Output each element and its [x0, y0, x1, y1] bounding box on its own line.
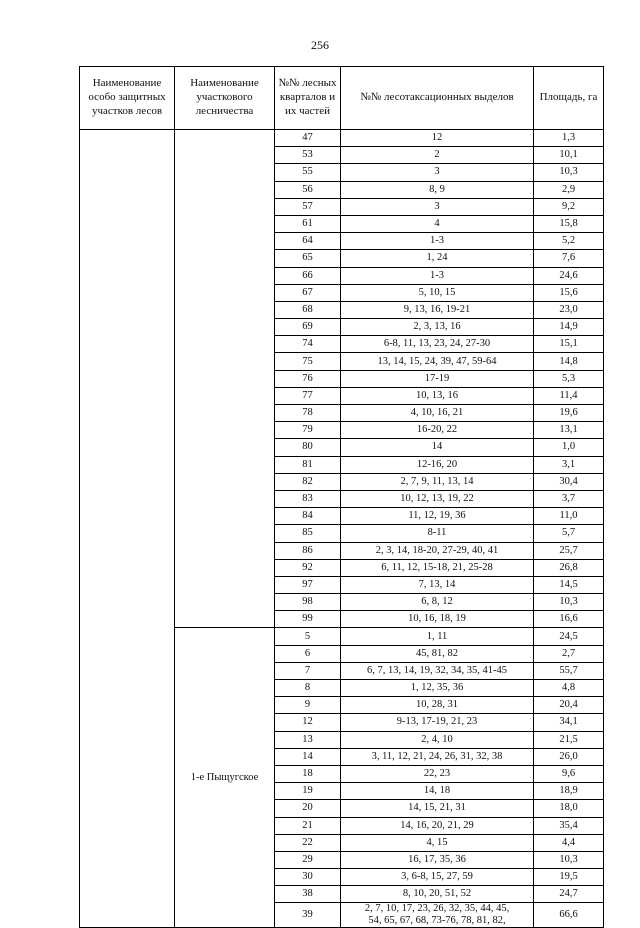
cell-area-ha: 18,9 [534, 783, 604, 800]
cell-area-ha: 2,9 [534, 181, 604, 198]
cell-area-ha: 5,3 [534, 370, 604, 387]
cell-allotments: 7, 13, 14 [341, 576, 534, 593]
cell-quarter-number: 5 [275, 628, 341, 645]
cell-area-ha: 26,8 [534, 559, 604, 576]
cell-protected-area-name [80, 130, 175, 928]
cell-quarter-number: 14 [275, 748, 341, 765]
cell-allotments: 5, 10, 15 [341, 284, 534, 301]
cell-allotments: 14, 15, 21, 31 [341, 800, 534, 817]
page-number: 256 [311, 38, 329, 52]
cell-allotments: 1, 11 [341, 628, 534, 645]
cell-quarter-number: 67 [275, 284, 341, 301]
cell-quarter-number: 99 [275, 611, 341, 628]
cell-area-ha: 9,2 [534, 198, 604, 215]
cell-district-name [175, 130, 275, 628]
cell-quarter-number: 68 [275, 301, 341, 318]
header-forest-quarters: №№ лесных кварталов и их частей [275, 67, 341, 130]
cell-allotments: 3, 6-8, 15, 27, 59 [341, 869, 534, 886]
cell-quarter-number: 56 [275, 181, 341, 198]
cell-quarter-number: 12 [275, 714, 341, 731]
cell-allotments: 8, 10, 20, 51, 52 [341, 886, 534, 903]
cell-quarter-number: 80 [275, 439, 341, 456]
cell-area-ha: 10,3 [534, 851, 604, 868]
cell-area-ha: 24,6 [534, 267, 604, 284]
cell-allotments: 17-19 [341, 370, 534, 387]
cell-quarter-number: 61 [275, 215, 341, 232]
cell-quarter-number: 81 [275, 456, 341, 473]
cell-quarter-number: 39 [275, 903, 341, 928]
cell-allotments: 1-3 [341, 233, 534, 250]
cell-allotments: 12 [341, 130, 534, 147]
header-protected-area-name: Наименование особо защитных участков лесов [80, 67, 175, 130]
cell-area-ha: 14,9 [534, 319, 604, 336]
cell-allotments: 14 [341, 439, 534, 456]
cell-allotments: 6, 8, 12 [341, 594, 534, 611]
cell-area-ha: 18,0 [534, 800, 604, 817]
cell-area-ha: 23,0 [534, 301, 604, 318]
cell-quarter-number: 76 [275, 370, 341, 387]
cell-allotments: 2, 4, 10 [341, 731, 534, 748]
cell-area-ha: 10,3 [534, 594, 604, 611]
cell-allotments: 2, 7, 9, 11, 13, 14 [341, 473, 534, 490]
cell-allotments: 4, 10, 16, 21 [341, 405, 534, 422]
cell-allotments: 2, 3, 14, 18-20, 27-29, 40, 41 [341, 542, 534, 559]
cell-quarter-number: 30 [275, 869, 341, 886]
protected-forest-table [79, 66, 604, 928]
cell-allotments: 1-3 [341, 267, 534, 284]
cell-area-ha: 1,3 [534, 130, 604, 147]
table-row [80, 130, 604, 147]
cell-allotments: 6-8, 11, 13, 23, 24, 27-30 [341, 336, 534, 353]
cell-quarter-number: 22 [275, 834, 341, 851]
cell-allotments: 8, 9 [341, 181, 534, 198]
cell-allotments: 2 [341, 147, 534, 164]
cell-quarter-number: 21 [275, 817, 341, 834]
cell-area-ha: 4,8 [534, 680, 604, 697]
cell-allotments: 16, 17, 35, 36 [341, 851, 534, 868]
cell-allotments: 14, 16, 20, 21, 29 [341, 817, 534, 834]
cell-area-ha: 1,0 [534, 439, 604, 456]
cell-quarter-number: 78 [275, 405, 341, 422]
cell-allotments: 3 [341, 164, 534, 181]
cell-quarter-number: 69 [275, 319, 341, 336]
cell-area-ha: 10,3 [534, 164, 604, 181]
cell-quarter-number: 97 [275, 576, 341, 593]
allotments-line: 54, 65, 67, 68, 73-76, 78, 81, 82, [368, 915, 506, 927]
cell-quarter-number: 18 [275, 765, 341, 782]
cell-allotments: 11, 12, 19, 36 [341, 508, 534, 525]
cell-quarter-number: 82 [275, 473, 341, 490]
cell-area-ha: 20,4 [534, 697, 604, 714]
cell-allotments: 10, 28, 31 [341, 697, 534, 714]
cell-quarter-number: 66 [275, 267, 341, 284]
cell-quarter-number: 47 [275, 130, 341, 147]
cell-allotments: 22, 23 [341, 765, 534, 782]
cell-area-ha: 14,5 [534, 576, 604, 593]
table-body [80, 130, 604, 928]
cell-quarter-number: 55 [275, 164, 341, 181]
cell-allotments: 3, 11, 12, 21, 24, 26, 31, 32, 38 [341, 748, 534, 765]
cell-area-ha: 26,0 [534, 748, 604, 765]
cell-quarter-number: 19 [275, 783, 341, 800]
cell-quarter-number: 84 [275, 508, 341, 525]
cell-allotments: 10, 16, 18, 19 [341, 611, 534, 628]
cell-area-ha: 16,6 [534, 611, 604, 628]
cell-area-ha: 11,4 [534, 387, 604, 404]
cell-allotments: 14, 18 [341, 783, 534, 800]
cell-area-ha: 10,1 [534, 147, 604, 164]
cell-quarter-number: 79 [275, 422, 341, 439]
cell-allotments: 45, 81, 82 [341, 645, 534, 662]
cell-area-ha: 55,7 [534, 662, 604, 679]
cell-area-ha: 13,1 [534, 422, 604, 439]
cell-area-ha: 35,4 [534, 817, 604, 834]
cell-area-ha: 34,1 [534, 714, 604, 731]
cell-quarter-number: 64 [275, 233, 341, 250]
cell-area-ha: 19,6 [534, 405, 604, 422]
cell-quarter-number: 92 [275, 559, 341, 576]
cell-district-name: 1-е Пыщугское [175, 628, 275, 928]
cell-allotments: 1, 24 [341, 250, 534, 267]
cell-quarter-number: 77 [275, 387, 341, 404]
cell-allotments: 9-13, 17-19, 21, 23 [341, 714, 534, 731]
cell-area-ha: 19,5 [534, 869, 604, 886]
cell-allotments: 3 [341, 198, 534, 215]
cell-quarter-number: 74 [275, 336, 341, 353]
cell-allotments [341, 903, 534, 928]
cell-quarter-number: 29 [275, 851, 341, 868]
cell-allotments: 10, 13, 16 [341, 387, 534, 404]
cell-area-ha: 4,4 [534, 834, 604, 851]
cell-quarter-number: 85 [275, 525, 341, 542]
cell-quarter-number: 13 [275, 731, 341, 748]
allotments-line: 2, 7, 10, 17, 23, 26, 32, 35, 44, 45, [364, 903, 510, 915]
cell-allotments: 4, 15 [341, 834, 534, 851]
cell-allotments: 6, 7, 13, 14, 19, 32, 34, 35, 41-45 [341, 662, 534, 679]
cell-area-ha: 3,1 [534, 456, 604, 473]
cell-quarter-number: 57 [275, 198, 341, 215]
cell-area-ha: 15,8 [534, 215, 604, 232]
cell-allotments: 1, 12, 35, 36 [341, 680, 534, 697]
cell-quarter-number: 9 [275, 697, 341, 714]
table-header-row [80, 67, 604, 130]
cell-allotments: 8-11 [341, 525, 534, 542]
cell-allotments: 2, 3, 13, 16 [341, 319, 534, 336]
cell-area-ha: 24,5 [534, 628, 604, 645]
cell-allotments: 10, 12, 13, 19, 22 [341, 490, 534, 507]
cell-area-ha: 5,7 [534, 525, 604, 542]
cell-quarter-number: 83 [275, 490, 341, 507]
header-area-ha: Площадь, га [534, 67, 604, 130]
cell-allotments: 12-16, 20 [341, 456, 534, 473]
cell-allotments: 6, 11, 12, 15-18, 21, 25-28 [341, 559, 534, 576]
header-allotments: №№ лесотаксационных выделов [341, 67, 534, 130]
cell-area-ha: 5,2 [534, 233, 604, 250]
cell-quarter-number: 65 [275, 250, 341, 267]
cell-allotments: 4 [341, 215, 534, 232]
cell-area-ha: 2,7 [534, 645, 604, 662]
cell-quarter-number: 20 [275, 800, 341, 817]
cell-area-ha: 25,7 [534, 542, 604, 559]
cell-area-ha: 11,0 [534, 508, 604, 525]
cell-quarter-number: 38 [275, 886, 341, 903]
cell-quarter-number: 8 [275, 680, 341, 697]
header-district-name: Наименование участкового лесничества [175, 67, 275, 130]
cell-quarter-number: 53 [275, 147, 341, 164]
cell-area-ha: 15,6 [534, 284, 604, 301]
cell-quarter-number: 7 [275, 662, 341, 679]
cell-area-ha: 3,7 [534, 490, 604, 507]
cell-area-ha: 30,4 [534, 473, 604, 490]
cell-allotments: 16-20, 22 [341, 422, 534, 439]
cell-area-ha: 21,5 [534, 731, 604, 748]
cell-area-ha: 7,6 [534, 250, 604, 267]
cell-area-ha: 9,6 [534, 765, 604, 782]
cell-area-ha: 15,1 [534, 336, 604, 353]
cell-quarter-number: 75 [275, 353, 341, 370]
cell-quarter-number: 6 [275, 645, 341, 662]
cell-allotments: 13, 14, 15, 24, 39, 47, 59-64 [341, 353, 534, 370]
cell-area-ha: 66,6 [534, 903, 604, 928]
cell-allotments: 9, 13, 16, 19-21 [341, 301, 534, 318]
cell-area-ha: 14,8 [534, 353, 604, 370]
cell-quarter-number: 86 [275, 542, 341, 559]
cell-area-ha: 24,7 [534, 886, 604, 903]
cell-quarter-number: 98 [275, 594, 341, 611]
